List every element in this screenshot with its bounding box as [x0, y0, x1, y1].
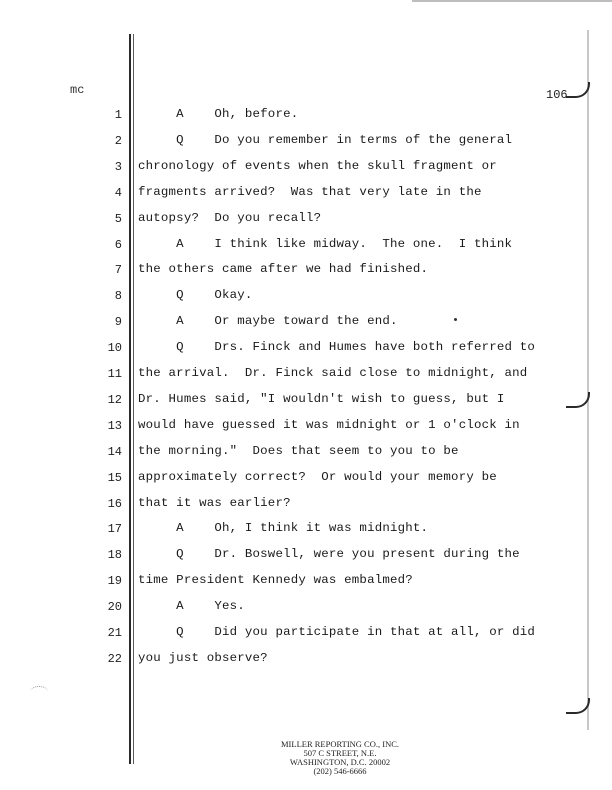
line-number: 10	[107, 341, 122, 355]
line-number: 12	[107, 393, 122, 407]
line-number: 14	[107, 445, 122, 459]
line-number: 16	[107, 497, 122, 511]
transcript-line: A I think like midway. The one. I think	[138, 237, 513, 251]
transcript-line: time President Kennedy was embalmed?	[138, 573, 413, 587]
transcript-line: A Oh, I think it was midnight.	[138, 521, 429, 535]
margin-smudge	[30, 686, 48, 697]
line-number: 21	[107, 626, 122, 640]
line-number: 6	[114, 238, 122, 252]
transcript-line: Q Do you remember in terms of the general	[138, 133, 513, 147]
transcript-line: autopsy? Do you recall?	[138, 211, 322, 225]
line-number: 2	[114, 134, 122, 148]
line-number: 19	[107, 574, 122, 588]
transcript-line: fragments arrived? Was that very late in the	[138, 185, 482, 199]
line-number: 8	[114, 289, 122, 303]
ink-speck	[454, 318, 457, 321]
transcript-line: Dr. Humes said, "I wouldn't wish to guess, but I	[138, 392, 505, 406]
line-number: 9	[114, 315, 122, 329]
transcript-line: Q Dr. Boswell, were you present during the	[138, 547, 520, 561]
line-number: 1	[114, 108, 122, 122]
line-number: 13	[107, 419, 122, 433]
footer-city: WASHINGTON, D.C. 20002	[289, 757, 391, 767]
line-number: 3	[114, 160, 122, 174]
transcript-line: that it was earlier?	[138, 496, 291, 510]
transcript-line: the morning." Does that seem to you to be	[138, 444, 459, 458]
transcript-line: A Or maybe toward the end.	[138, 314, 398, 328]
line-number: 18	[107, 548, 122, 562]
transcript-line: Q Okay.	[138, 288, 253, 302]
transcript-line: the arrival. Dr. Finck said close to midnight, and	[138, 366, 528, 380]
left-margin-line	[129, 34, 131, 764]
line-number: 11	[107, 367, 122, 381]
footer-street: 507 C STREET, N.E.	[303, 748, 377, 758]
transcript-line: A Yes.	[138, 599, 245, 613]
line-number: 15	[107, 471, 122, 485]
right-edge-line	[587, 30, 589, 730]
transcript-line: the others came after we had finished.	[138, 262, 429, 276]
transcript-line: you just observe?	[138, 651, 268, 665]
top-edge-rule	[412, 0, 612, 2]
line-number: 5	[114, 212, 122, 226]
line-number: 7	[114, 263, 122, 277]
transcript-line: Q Drs. Finck and Humes have both referred to	[138, 340, 536, 354]
transcript-line: would have guessed it was midnight or 1 o'clock in	[138, 418, 520, 432]
reporter-initials: mc	[70, 83, 85, 97]
transcript-line: chronology of events when the skull fragment or	[138, 159, 497, 173]
transcript-line: Q Did you participate in that at all, or did	[138, 625, 536, 639]
footer-phone: (202) 546-6666	[313, 766, 367, 776]
transcript-line: approximately correct? Or would your memory be	[138, 470, 497, 484]
line-number: 20	[107, 600, 122, 614]
page-number: 106	[546, 88, 568, 102]
reporter-footer	[250, 740, 430, 776]
line-number: 4	[114, 186, 122, 200]
transcript-line: A Oh, before.	[138, 107, 299, 121]
footer-company: MILLER REPORTING CO., INC.	[280, 739, 400, 749]
line-number: 17	[107, 522, 122, 536]
left-margin-line-inner	[133, 34, 134, 764]
line-number: 22	[107, 652, 122, 666]
